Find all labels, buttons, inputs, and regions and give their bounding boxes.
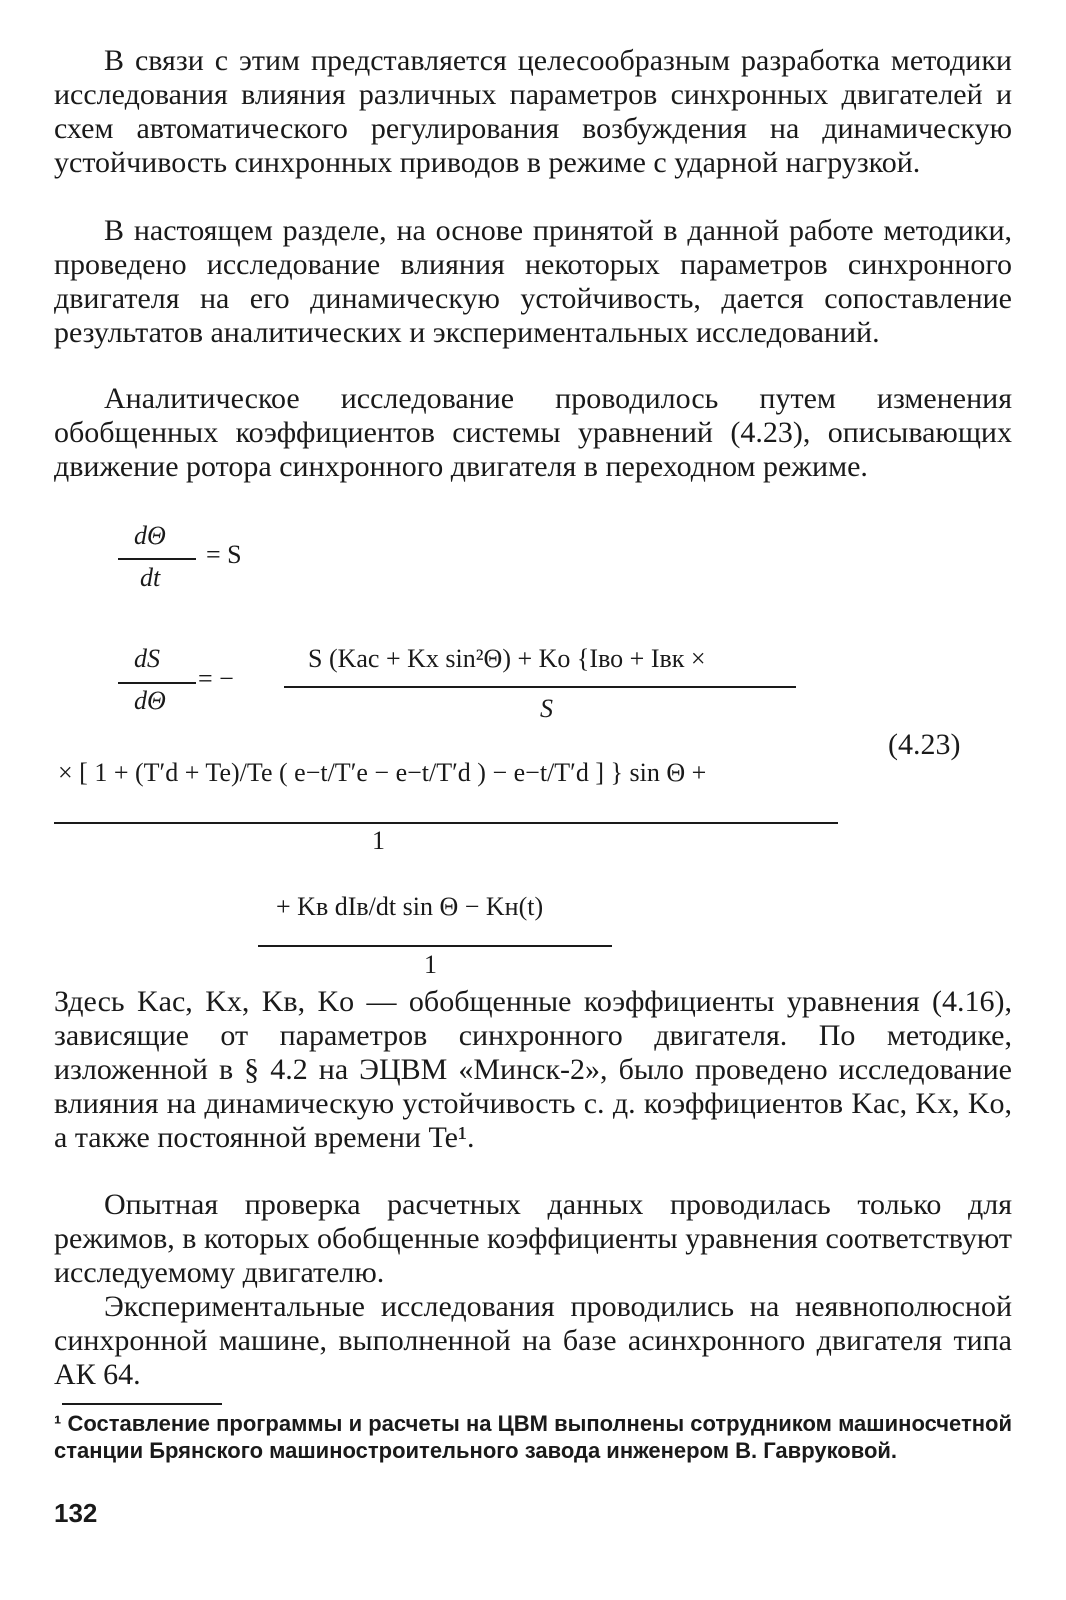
eq-second-denominator: S [540, 694, 553, 723]
paragraph-3: Аналитическое исследование проводилось путем изменения обобщенных коэффициентов системы уравнений (4.23), описывающих движение ротора синхронного двигателя в переходном режиме. [54, 382, 1012, 483]
paragraph-4: Опытная проверка расчетных данных проводилась только для режимов, в которых обобщенные коэффициенты уравнения соответствуют исследуемому двигателю. [54, 1188, 1012, 1289]
paragraph-after-equation: Здесь Kac, Kx, Kв, Ko — обобщенные коэффициенты уравнения (4.16), зависящие от параметров синхронного двигателя. По методике, изложенной в § 4.2 на ЭЦВМ «Минск-2», было проведено исследование влияния на динамическую устойчивость с. д. коэффициентов Kac, Kx, Ko, а также постоянной времени Te¹. [54, 985, 1012, 1154]
footnote-rule [62, 1403, 222, 1405]
eq-second-lhs-numerator: dS [134, 644, 160, 673]
eq-fourth-fraction-line [258, 945, 612, 947]
equation-number: (4.23) [888, 728, 961, 761]
eq-second-numerator: S (Kac + Kx sin²Θ) + Ko {Iво + Iвк × [308, 644, 706, 673]
eq-second-sign: = − [198, 664, 234, 693]
eq-first-rhs: = S [206, 540, 242, 569]
eq-fourth-line: + Kв dIв/dt sin Θ − Kн(t) [276, 892, 544, 921]
paragraph-1: В связи с этим представляется целесообразным разработка методики исследования влияния различных параметров синхронных двигателей и схем автоматического регулирования возбуждения на динамическую устойчивость синхронных приводов в режиме с ударной нагрузкой. [54, 44, 1012, 179]
eq-first-numerator: dΘ [134, 521, 166, 550]
eq-third-denominator: 1 [372, 826, 385, 855]
paragraph-2: В настоящем разделе, на основе принятой в данной работе методики, проведено исследование влияния некоторых параметров синхронного двигателя на его динамическую устойчивость, дается сопоставление результатов аналитических и экспериментальных исследований. [54, 214, 1012, 349]
eq-second-fraction-line [284, 686, 796, 688]
eq-third-fraction-line [54, 822, 838, 824]
eq-fourth-denominator: 1 [424, 950, 437, 979]
eq-third-line: × [ 1 + (T′d + Te)/Te ( e−t/T′e − e−t/T′d ) − e−t/T′d ] } sin Θ + [58, 758, 707, 787]
eq-second-lhs-line [118, 682, 196, 684]
eq-second-lhs-denominator: dΘ [134, 686, 166, 715]
paragraph-5: Экспериментальные исследования проводились на неявнополюсной синхронной машине, выполненной на базе асинхронного двигателя типа АК 64. [54, 1290, 1012, 1391]
footnote: ¹ Составление программы и расчеты на ЦВМ выполнены сотрудником машиносчетной станции Брянского машиностроительного завода инженером В. Гавруковой. [54, 1411, 1012, 1463]
page-number: 132 [54, 1498, 98, 1528]
eq-first-denominator: dt [140, 563, 161, 592]
eq-first-fraction-line [118, 558, 196, 560]
